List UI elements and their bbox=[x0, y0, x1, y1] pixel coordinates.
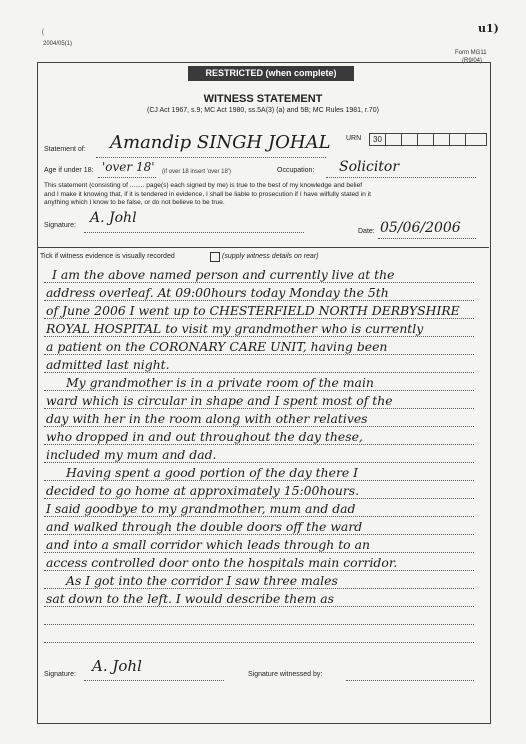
urn-label: URN bbox=[346, 135, 362, 142]
statement-body-line: My grandmother is in a private room of the main bbox=[66, 375, 374, 390]
age-value: 'over 18' bbox=[102, 160, 155, 174]
statement-body-line: included my mum and dad. bbox=[46, 447, 217, 462]
statement-body-line: and walked through the double doors off the ward bbox=[46, 519, 363, 534]
witnessed-by-label: Signature witnessed by: bbox=[248, 671, 323, 678]
witnessed-by-line bbox=[346, 680, 474, 681]
statement-of-value: Amandip SINGH JOHAL bbox=[110, 132, 331, 153]
restricted-banner: RESTRICTED (when complete) bbox=[188, 66, 354, 81]
statement-body-line: ward which is circular in shape and I spent most of the bbox=[46, 393, 393, 408]
footer-signature-label: Signature: bbox=[44, 671, 76, 678]
form-id: Form MG11 bbox=[455, 50, 487, 56]
page-subtitle: (CJ Act 1967, s.9; MC Act 1980, ss.5A(3) (a) and 5B; MC Rules 1981, r.70) bbox=[147, 107, 379, 114]
statement-body-line: decided to go home at approximately 15:00hours. bbox=[46, 483, 360, 498]
urn-box-6 bbox=[449, 133, 466, 146]
statement-body-line: I said goodbye to my grandmother, mum and dad bbox=[46, 501, 356, 516]
statement-body-line: day with her in the room along with other relatives bbox=[46, 411, 368, 426]
statement-of-line bbox=[96, 157, 326, 158]
statement-body-line: and into a small corridor which leads through to an bbox=[46, 537, 370, 552]
urn-box-3 bbox=[401, 133, 418, 146]
urn-box-1: 30 bbox=[369, 133, 386, 146]
statement-body-line: sat down to the left. I would describe them as bbox=[46, 591, 335, 606]
urn-box-2 bbox=[385, 133, 402, 146]
visual-note: (supply witness details on rear) bbox=[222, 253, 319, 260]
age-label: Age if under 18: bbox=[44, 167, 94, 174]
statement-body-line: of June 2006 I went up to CHESTERFIELD NORTH DERBYSHIRE bbox=[46, 303, 460, 318]
statement-body-line: ROYAL HOSPITAL to visit my grandmother who is currently bbox=[46, 321, 424, 336]
statement-body-line: As I got into the corridor I saw three males bbox=[66, 573, 338, 588]
declaration-line: This statement (consisting of ........ page(s) each signed by me) is true to the best of my knowledge and belief bbox=[44, 182, 363, 189]
age-note: (if over 18 insert 'over 18') bbox=[162, 169, 231, 175]
statement-body-line: admitted last night. bbox=[46, 357, 170, 372]
statement-body-line: Having spent a good portion of the day there I bbox=[66, 465, 359, 480]
statement-body-line: a patient on the CORONARY CARE UNIT, having been bbox=[46, 339, 388, 354]
ruled-line bbox=[44, 642, 474, 643]
urn-box-7 bbox=[465, 133, 487, 146]
statement-body-line: who dropped in and out throughout the day these, bbox=[46, 429, 363, 444]
occupation-value: Solicitor bbox=[339, 159, 400, 175]
ruled-line bbox=[44, 624, 474, 625]
date-label: Date: bbox=[358, 228, 375, 235]
statement-body-line: I am the above named person and currently live at the bbox=[52, 267, 395, 282]
declaration-line: and I make it knowing that, if it is tendered in evidence, I shall be liable to prosecution if I have wilfully stated in it bbox=[44, 190, 371, 198]
date-line bbox=[378, 238, 476, 239]
urn-box-4 bbox=[417, 133, 434, 146]
visual-label: Tick if witness evidence is visually recorded bbox=[40, 253, 175, 260]
date-value: 05/06/2006 bbox=[380, 220, 461, 236]
declaration-line: anything which I know to be false, or do not believe to be true. bbox=[44, 199, 225, 206]
occupation-label: Occupation: bbox=[277, 167, 315, 174]
urn-box-5 bbox=[433, 133, 450, 146]
declaration-text bbox=[44, 182, 484, 208]
footer-signature-value: A. Johl bbox=[92, 657, 142, 675]
form-version: (R9/04) bbox=[462, 58, 483, 64]
statement-body-line: address overleaf. At 09:00hours today Monday the 5th bbox=[46, 285, 389, 300]
visual-checkbox[interactable] bbox=[210, 252, 220, 262]
section-divider bbox=[37, 247, 489, 248]
doc-code: 2004/05(1) bbox=[43, 41, 73, 47]
pen-mark-icon bbox=[42, 28, 49, 36]
statement-of-label: Statement of: bbox=[44, 146, 86, 153]
occupation-line bbox=[326, 177, 476, 178]
page-title: WITNESS STATEMENT bbox=[203, 93, 323, 105]
footer-signature-line bbox=[84, 680, 224, 681]
signature-value: A. Johl bbox=[90, 210, 137, 226]
age-line bbox=[98, 177, 156, 178]
signature-label: Signature: bbox=[44, 222, 76, 229]
signature-line bbox=[84, 232, 304, 233]
corner-mark: u1) bbox=[478, 22, 499, 35]
statement-body-line: access controlled door onto the hospitals main corridor. bbox=[46, 555, 398, 570]
